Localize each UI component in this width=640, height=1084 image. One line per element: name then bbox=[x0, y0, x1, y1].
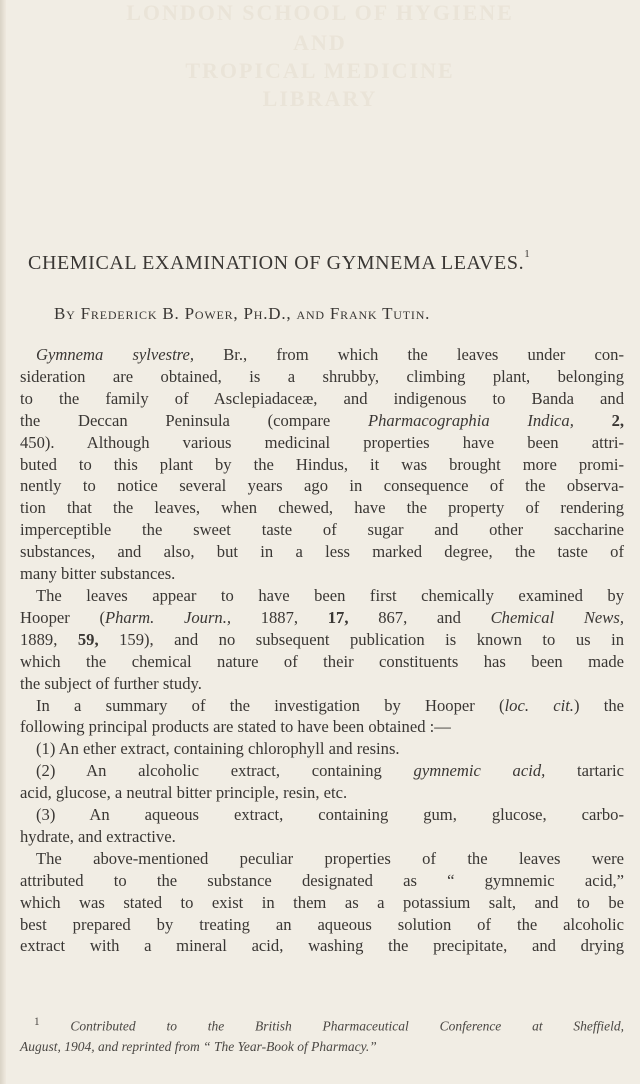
text-line: many bitter substances. bbox=[20, 564, 176, 584]
page-edge bbox=[0, 0, 6, 1084]
stamp-line-1: LONDON SCHOOL OF HYGIENE bbox=[126, 0, 514, 25]
text-line: The leaves appear to have been first chemically examined by bbox=[36, 585, 624, 605]
article-body bbox=[20, 344, 624, 957]
list-item bbox=[20, 760, 624, 782]
text-line: which the chemical nature of their constituents has been made bbox=[20, 651, 624, 671]
footnote bbox=[20, 1012, 624, 1057]
text-span: Hooper ( bbox=[20, 607, 105, 627]
italic-text: Pharmacographia Indica, bbox=[367, 410, 574, 430]
text-line: 450). Although various medicinal properties have been attri- bbox=[20, 432, 624, 452]
text-line: buted to this plant by the Hindus, it was brought more promi- bbox=[20, 454, 624, 474]
text-line bbox=[20, 629, 624, 651]
italic-text: Chemical News, bbox=[490, 607, 624, 627]
text-span: 159), and no subsequent publication is known to us in bbox=[98, 629, 624, 649]
text-line: best prepared by treating an aqueous solution of the alcoholic bbox=[20, 914, 624, 934]
bold-text: 59, bbox=[77, 629, 99, 649]
italic-text: August, 1904, and reprinted from “ The Year-Book of Pharmacy.” bbox=[20, 1038, 377, 1054]
stamp-line-4: LIBRARY bbox=[262, 86, 378, 111]
italic-text: loc. cit. bbox=[504, 695, 574, 715]
text-line: attributed to the substance designated as “ gymnemic acid,” bbox=[20, 870, 624, 890]
text-span: tartaric bbox=[545, 761, 624, 781]
bold-text: 2, bbox=[573, 410, 625, 430]
text-line: tion that the leaves, when chewed, have the property of rendering bbox=[20, 498, 624, 518]
text-span: Br., from which the leaves under con- bbox=[194, 345, 624, 364]
italic-text: gymnemic acid, bbox=[413, 761, 546, 781]
text-line: acid, glucose, a neutral bitter principle, resin, etc. bbox=[20, 783, 348, 803]
text-span: In a summary of the investigation by Hooper ( bbox=[36, 695, 505, 715]
byline: By Frederick B. Power, Ph.D., and Frank Tutin. bbox=[54, 304, 431, 323]
text-line bbox=[20, 410, 624, 432]
text-line: the subject of further study. bbox=[20, 673, 202, 693]
text-line: hydrate, and extractive. bbox=[20, 826, 176, 846]
article-title bbox=[28, 248, 628, 275]
text-line: extract with a mineral acid, washing the precipitate, and drying bbox=[20, 936, 624, 956]
text-line bbox=[20, 344, 624, 366]
italic-text: Gymnema sylvestre, bbox=[36, 345, 195, 364]
text-span: 867, and bbox=[348, 607, 491, 627]
text-line: which was stated to exist in them as a potassium salt, and to be bbox=[20, 892, 624, 912]
text-span: ) the bbox=[573, 695, 625, 715]
footnote-line bbox=[20, 1037, 624, 1057]
text-line: following principal products are stated to have been obtained :— bbox=[20, 717, 451, 737]
text-line: nently to notice several years ago in consequence of the observa- bbox=[20, 476, 624, 496]
italic-text: Pharm. Journ., bbox=[104, 607, 232, 627]
bold-text: 17, bbox=[327, 607, 349, 627]
text-line bbox=[20, 607, 624, 629]
text-span: 1889, bbox=[20, 629, 78, 649]
text-line: imperceptible the sweet taste of sugar and other saccharine bbox=[20, 520, 624, 540]
text-span: (2) An alcoholic extract, containing bbox=[36, 761, 414, 781]
list-item: (1) An ether extract, containing chlorophyll and resins. bbox=[36, 739, 400, 759]
text-span: 1887, bbox=[231, 607, 328, 627]
stamp-line-2: AND bbox=[293, 30, 347, 55]
text-line: The above-mentioned peculiar properties of the leaves were bbox=[36, 848, 624, 868]
text-line: substances, and also, but in a less marked degree, the taste of bbox=[20, 542, 624, 562]
text-line: to the family of Asclepiadaceæ, and indigenous to Banda and bbox=[20, 388, 624, 408]
footnote-marker: 1 bbox=[34, 1016, 40, 1028]
text-span: the Deccan Peninsula (compare bbox=[20, 410, 368, 430]
italic-text: Contributed to the British Pharmaceutical Conference at Sheffield, bbox=[39, 1018, 624, 1034]
title-text: CHEMICAL EXAMINATION OF GYMNEMA LEAVES. bbox=[28, 252, 525, 274]
list-item: (3) An aqueous extract, containing gum, glucose, carbo- bbox=[36, 805, 624, 825]
footnote-line bbox=[20, 1012, 624, 1037]
stamp-line-3: TROPICAL MEDICINE bbox=[185, 58, 455, 83]
title-footnote-marker: 1 bbox=[524, 248, 531, 260]
text-line bbox=[20, 695, 624, 717]
text-line: sideration are obtained, is a shrubby, climbing plant, belonging bbox=[20, 366, 624, 386]
